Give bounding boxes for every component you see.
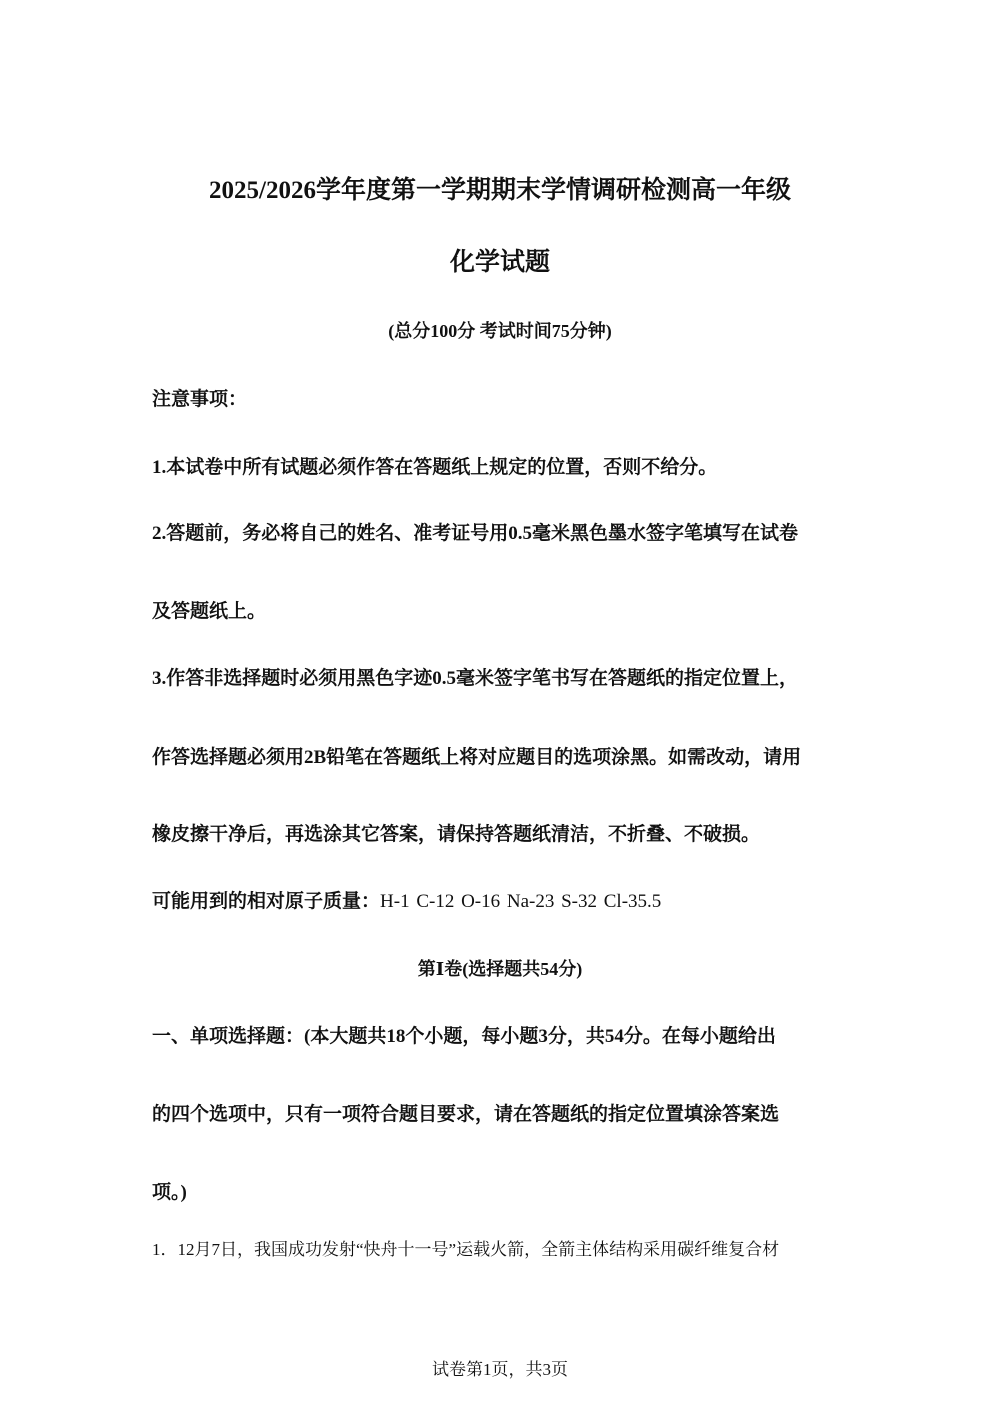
notice-heading: 注意事项： bbox=[152, 389, 248, 410]
notice-item-2-line-1: 2.答题前，务必将自己的姓名、准考证号用0.5毫米黑色墨水签字笔填写在试卷 bbox=[152, 523, 799, 544]
atomic-mass-label: 可能用到的相对原子质量： bbox=[152, 891, 381, 912]
notice-item-2-line-2: 及答题纸上。 bbox=[152, 601, 267, 622]
section-instructions-line-1: 一、单项选择题：(本大题共18个小题，每小题3分，共54分。在每小题给出 bbox=[152, 1026, 776, 1047]
notice-item-1: 1.本试卷中所有试题必须作答在答题纸上规定的位置，否则不给分。 bbox=[152, 457, 718, 478]
atomic-mass-line bbox=[152, 886, 661, 913]
section-title: 第Ⅰ卷(选择题共54分) bbox=[417, 959, 583, 979]
notice-item-3-line-3: 橡皮擦干净后，再选涂其它答案，请保持答题纸清洁，不折叠、不破损。 bbox=[152, 824, 761, 845]
question-1-text: 1．12月7日，我国成功发射“快舟十一号”运载火箭，全箭主体结构采用碳纤维复合材 bbox=[152, 1240, 780, 1259]
exam-subtitle: (总分100分 考试时间75分钟) bbox=[388, 321, 612, 341]
page-footer: 试卷第1页，共3页 bbox=[432, 1360, 568, 1379]
exam-title: 2025/2026学年度第一学期期末学情调研检测高一年级 bbox=[209, 177, 791, 204]
notice-item-3-line-2: 作答选择题必须用2B铅笔在答题纸上将对应题目的选项涂黑。如需改动，请用 bbox=[152, 747, 802, 768]
atomic-mass-values: H-1 C-12 O-16 Na-23 S-32 Cl-35.5 bbox=[380, 891, 662, 912]
notice-item-3-line-1: 3.作答非选择题时必须用黑色字迹0.5毫米签字笔书写在答题纸的指定位置上， bbox=[152, 668, 799, 689]
section-instructions-line-2: 的四个选项中，只有一项符合题目要求，请在答题纸的指定位置填涂答案选 bbox=[152, 1104, 780, 1125]
subject-title: 化学试题 bbox=[449, 249, 550, 276]
section-instructions-line-3: 项。) bbox=[152, 1182, 187, 1203]
